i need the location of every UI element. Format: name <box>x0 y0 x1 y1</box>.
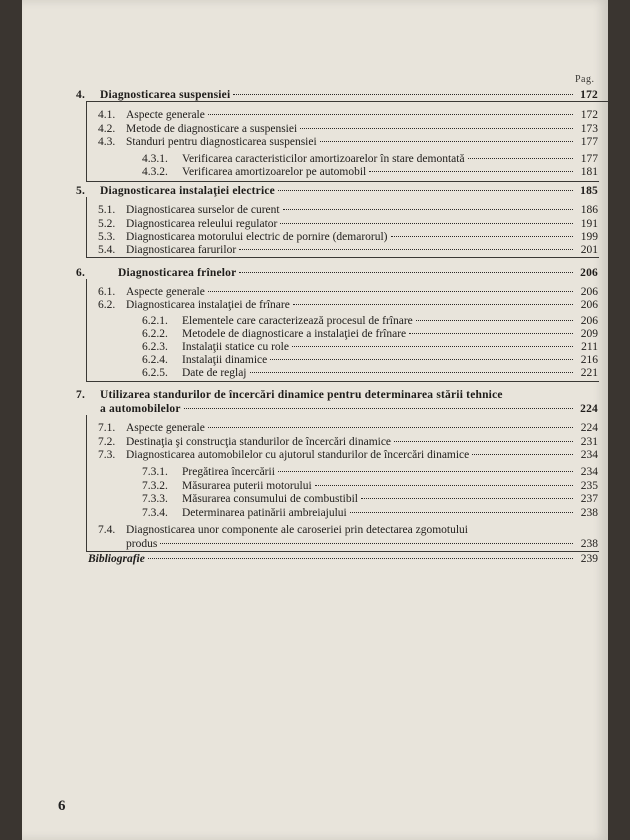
toc-entry[interactable]: 7.2. Destinaţia şi construcţia standurilor de încercări dinamice 231 <box>98 436 598 448</box>
book-page <box>22 0 608 840</box>
toc-subentry[interactable]: 6.2.4. Instalaţii dinamice 216 <box>142 354 598 366</box>
toc-chapter-6[interactable]: 6. Diagnosticarea frînelor 206 <box>76 267 598 279</box>
toc-entry[interactable]: 7.1. Aspecte generale 224 <box>98 422 598 434</box>
toc-subentry[interactable]: 4.3.2. Verificarea amortizoarelor pe automobil 181 <box>142 166 598 178</box>
toc-entry[interactable]: 6.1. Aspecte generale 206 <box>98 286 598 298</box>
toc-subentry[interactable]: 6.2.1. Elementele care caracterizează procesul de frînare 206 <box>142 315 598 327</box>
toc-bibliography[interactable]: Bibliografie 239 <box>88 553 598 565</box>
toc-entry[interactable]: 5.2. Diagnosticarea releului regulator 191 <box>98 218 598 230</box>
toc-entry[interactable]: 4.3. Standuri pentru diagnosticarea suspensiei 177 <box>98 136 598 148</box>
toc-entry[interactable]: 4.1. Aspecte generale 172 <box>98 109 598 121</box>
toc-subentry[interactable]: 6.2.2. Metodele de diagnosticare a instalaţiei de frînare 209 <box>142 328 598 340</box>
toc-entry-7-4-cont[interactable]: produs 238 <box>126 538 598 550</box>
toc-entry[interactable]: 5.1. Diagnosticarea surselor de curent 186 <box>98 204 598 216</box>
toc-entry[interactable]: 4.2. Metode de diagnosticare a suspensiei 173 <box>98 123 598 135</box>
chapter-7-bracket <box>86 415 599 552</box>
toc-entry[interactable]: 7.3. Diagnosticarea automobilelor cu ajutorul standurilor de încercări dinamice 234 <box>98 449 598 461</box>
toc-chapter-4[interactable]: 4. Diagnosticarea suspensiei 172 <box>76 89 598 101</box>
toc-subentry[interactable]: 6.2.5. Date de reglaj 221 <box>142 367 598 379</box>
toc-chapter-7[interactable]: 7. Utilizarea standurilor de încercări dinamice pentru determinarea stării tehnice <box>76 389 503 401</box>
toc-subentry[interactable]: 7.3.1. Pregătirea încercării 234 <box>142 466 598 478</box>
toc-subentry[interactable]: 4.3.1. Verificarea caracteristicilor amortizoarelor în stare demontată 177 <box>142 153 598 165</box>
chapter-4-end-bracket <box>86 101 599 182</box>
toc-subentry[interactable]: 7.3.3. Măsurarea consumului de combustibil 237 <box>142 493 598 505</box>
toc-subentry[interactable]: 7.3.4. Determinarea patinării ambreiajului 238 <box>142 507 598 519</box>
toc-entry[interactable]: 5.3. Diagnosticarea motorului electric de pornire (demarorul) 199 <box>98 231 598 243</box>
toc-entry[interactable]: 5.4. Diagnosticarea farurilor 201 <box>98 244 598 256</box>
page-column-header: Pag. <box>575 74 595 85</box>
toc-entry-7-4[interactable]: 7.4. Diagnosticarea unor componente ale caroseriei prin detectarea zgomotului <box>98 524 468 536</box>
toc-subentry[interactable]: 6.2.3. Instalaţii statice cu role 211 <box>142 341 598 353</box>
toc-chapter-5[interactable]: 5. Diagnosticarea instalaţiei electrice 185 <box>76 185 598 197</box>
toc-subentry[interactable]: 7.3.2. Măsurarea puterii motorului 235 <box>142 480 598 492</box>
toc-chapter-7-cont[interactable]: a automobilelor 224 <box>100 403 598 415</box>
page-folio-number: 6 <box>58 798 66 814</box>
chapter-5-bracket <box>86 197 599 258</box>
chapter-6-bracket <box>86 279 599 382</box>
toc-entry[interactable]: 6.2. Diagnosticarea instalaţiei de frînare 206 <box>98 299 598 311</box>
